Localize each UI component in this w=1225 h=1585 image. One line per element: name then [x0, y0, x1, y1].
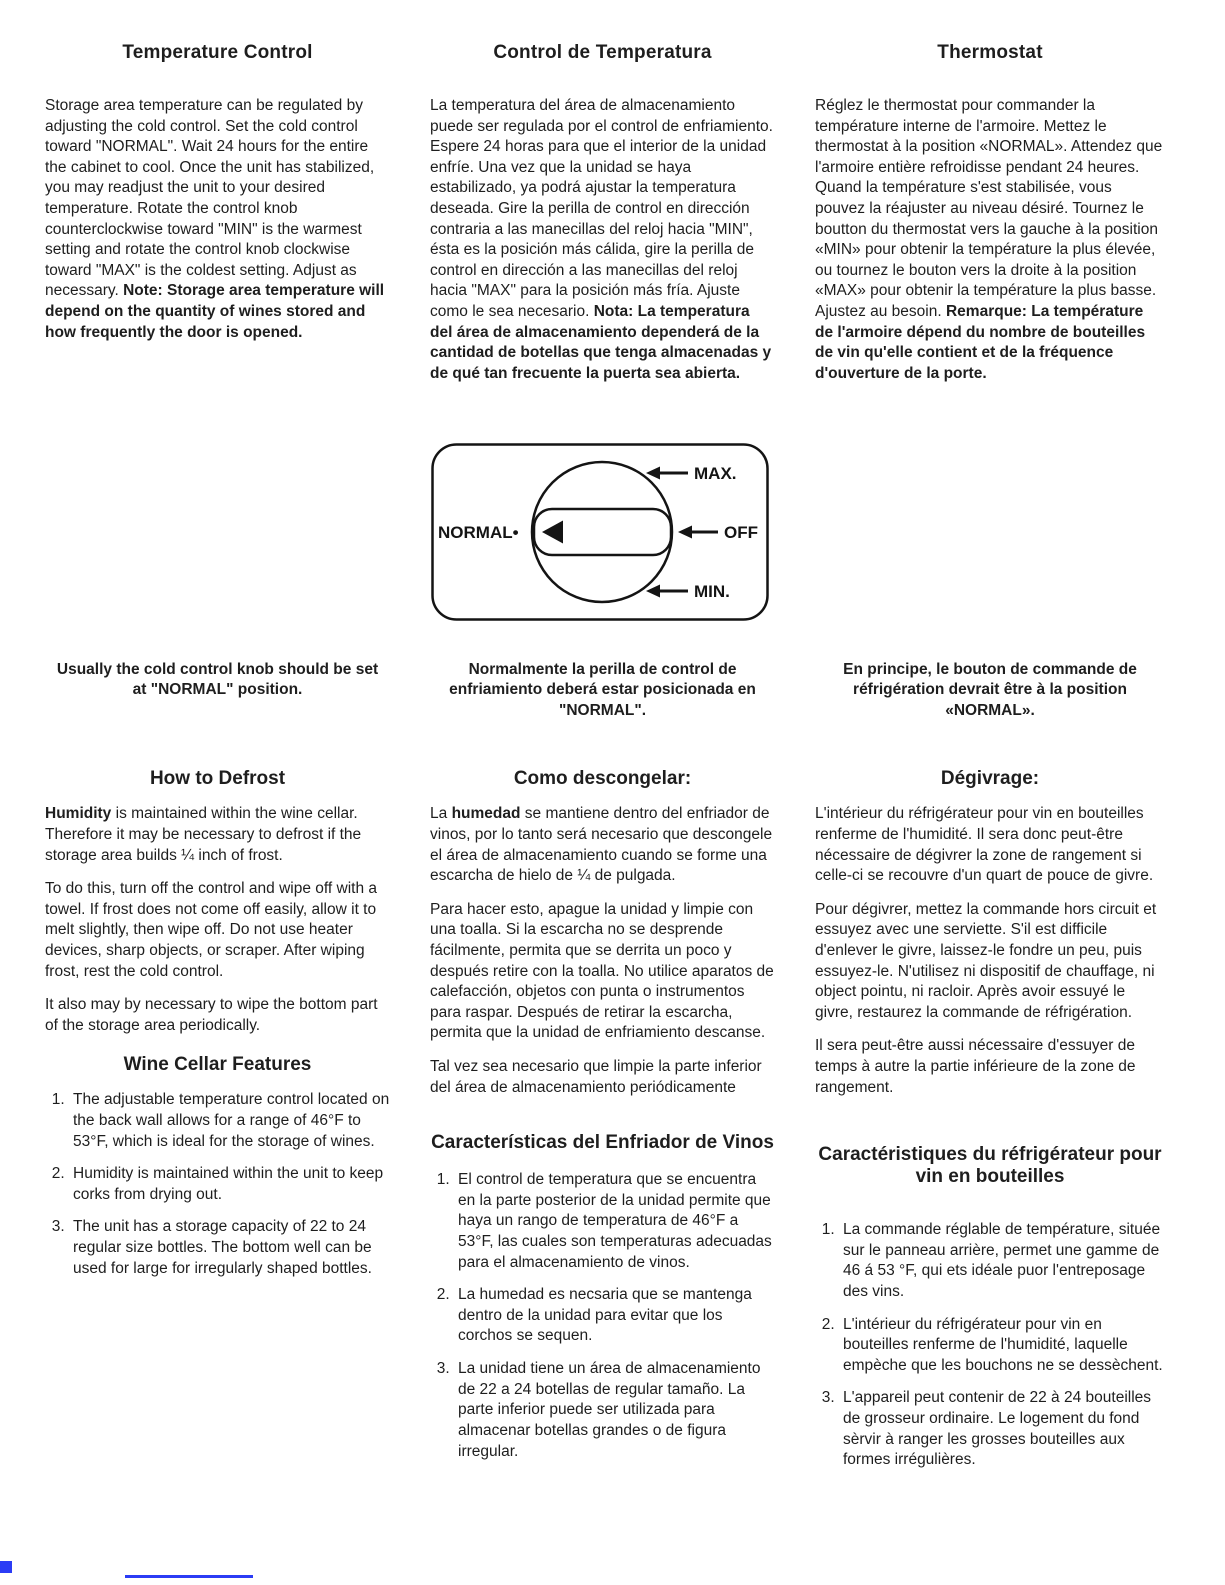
thermostat-knob-svg	[430, 442, 770, 622]
defrost-p3-fr: Il sera peut-être aussi nécessaire d'essuyer de temps à autre la partie inférieure de la zone de rangement.	[815, 1037, 1136, 1096]
scan-artifact-line	[125, 1575, 253, 1578]
heading-wine-cellar-features: Wine Cellar Features	[123, 1054, 312, 1076]
column-english-bottom	[45, 750, 390, 1483]
heading-how-to-defrost: How to Defrost	[149, 768, 286, 790]
feature-item: 2. La humedad es necsaria que se mantenga dentro de la unidad para evitar que los corchos se sequen.	[454, 1285, 775, 1347]
defrost-p1-bold-es: humedad	[451, 805, 521, 823]
feature-list-es	[430, 1170, 775, 1462]
defrost-p1-post-es: se mantiene dentro del enfriador de vinos, por lo tanto será necesario que descongele el área de almacenamiento cuando se forme una escarcha de hielo de ¼ de pulgada.	[430, 805, 773, 885]
label-min: MIN.	[694, 581, 730, 601]
column-french-bottom	[815, 750, 1165, 1483]
defrost-features-section	[0, 750, 1225, 1483]
column-spanish	[430, 42, 775, 398]
heading-caracteristiques-refrigerateur: Caractéristiques du réfrigérateur pour vin en bouteilles	[818, 1144, 1162, 1188]
defrost-p1-en	[45, 804, 390, 866]
defrost-p2-fr: Pour dégivrer, mettez la commande hors circuit et essuyez avec une serviette. S'il est difficile d'enlever le givre, laissez-le fondre un peu, puis essuyez-le. N'utilisez ni dispositif de chauffage, ni object pointu, ni racloir. Après avoir essuyé le givre, restaurez la commande de réfrigération.	[815, 900, 1157, 1021]
feature-item: 3. The unit has a storage capacity of 22 to 24 regular size bottles. The bottom well can be used for large for irregularly shaped bottles.	[69, 1217, 390, 1279]
intro-note-es: Nota: La temperatura del área de almacenamiento dependerá de la cantidad de botellas que tenga almacenadas y de qué tan frecuente la puerta sea abierta.	[430, 303, 772, 382]
label-max: MAX.	[694, 463, 737, 483]
heading-thermostat: Thermostat	[937, 42, 1043, 63]
intro-text-en: Storage area temperature can be regulated by adjusting the cold control. Set the cold control toward "NORMAL". Wait 24 hours for the entire the cabinet to cool. Once the unit has stabilized, you may readjust the unit to your desired temperature. Rotate the control knob counterclockwise toward "MIN" is the warmest setting and rotate the control knob clockwise toward "MAX" is the coldest setting. Adjust as necessary.	[45, 97, 375, 300]
intro-paragraph-fr	[815, 96, 1165, 385]
defrost-p1-es	[430, 804, 775, 886]
label-off: OFF	[724, 522, 758, 542]
heading-control-de-temperatura: Control de Temperatura	[493, 42, 712, 63]
intro-text-es: La temperatura del área de almacenamiento puede ser regulada por el control de enfriamiento. Espere 24 horas para que el interior de la unidad enfríe. Una vez que la unidad se haya estabilizado, ya podrá ajustar la temperatura deseada. Gire la perilla de control en dirección contraria a las manecillas del reloj hacia "MIN", ésta es la posición más cálida, gire la perilla de control en dirección a las manecillas del reloj hacia "MAX" para la posición más fría. Ajuste como le sea necesario.	[430, 97, 773, 321]
thermostat-knob-diagram	[430, 442, 770, 622]
defrost-p3-es: Tal vez sea necesario que limpie la parte inferior del área de almacenamiento periódicamente	[430, 1058, 762, 1096]
feature-item: 3. La unidad tiene un área de almacenamiento de 22 a 24 botellas de regular tamaño. La parte inferior puede ser utilizada para almacenar botellas grandes o de figura irregular.	[454, 1359, 775, 1462]
heading-caracteristicas-enfriador: Características del Enfriador de Vinos	[431, 1132, 774, 1154]
intro-paragraph-es	[430, 96, 775, 385]
defrost-p1-bold-en: Humidity	[45, 805, 112, 823]
feature-item: 2. Humidity is maintained within the unit to keep corks from drying out.	[69, 1164, 390, 1205]
feature-item: 3. L'appareil peut contenir de 22 à 24 bouteilles de grosseur ordinaire. Le logement du fond sèrvir à ranger les grosses bouteilles aux formes irrégulières.	[839, 1388, 1165, 1470]
defrost-p3-en: It also may by necessary to wipe the bottom part of the storage area periodically.	[45, 996, 378, 1034]
feature-list-fr	[815, 1220, 1165, 1471]
feature-list-en	[45, 1090, 390, 1279]
defrost-p1-post-fr: L'intérieur du réfrigérateur pour vin en bouteilles renferme de l'humidité. Il sera donc peut-être nécessaire de dégivrer la zone de rangement si celle-ci se recouvre d'un quart de pouce de givre.	[815, 805, 1154, 885]
defrost-p2-es: Para hacer esto, apague la unidad y limpie con una toalla. Si la escarcha no se desprende fácilmente, permita que se derrita un poco y después retire con la toalla. No utilice aparatos de calefacción, objetos con punta o instrumentos para raspar. Después de retirar la escarcha, permita que la unidad de enfriamiento descanse.	[430, 900, 774, 1042]
caption-english: Usually the cold control knob should be set at "NORMAL" position.	[56, 660, 379, 699]
defrost-p1-fr	[815, 804, 1165, 886]
intro-note-fr: Remarque: La température de l'armoire dépend du nombre de bouteilles de vin qu'elle contient et de la fréquence d'ouverture de la porte.	[815, 303, 1146, 382]
captions-section	[0, 660, 1225, 723]
scan-artifact-corner	[0, 1561, 12, 1573]
intro-text-fr: Réglez le thermostat pour commander la température interne de l'armoire. Mettez le thermostat à la position «NORMAL». Attendez que l'armoire entière refroidisse pendant 24 heures. Quand la température s'est stabilisée, vous pouvez la réajuster au niveau désiré. Tournez le boutton du thermostat vers la gauche à la position «MIN» pour obtenir la température la plus élevée, ou tournez le bouton vers la droite à la position «MAX» pour obtenir la température la plus basse. Ajustez au besoin.	[815, 97, 1163, 321]
defrost-p1-pre-es: La	[430, 805, 452, 823]
heading-degivrage: Dégivrage:	[940, 768, 1040, 790]
caption-french: En principe, le bouton de commande de réfrigération devrait être à la position «NORMAL».	[843, 660, 1137, 720]
feature-item: 1. The adjustable temperature control located on the back wall allows for a range of 46°F to 53°F, which is ideal for the storage of wines.	[69, 1090, 390, 1152]
defrost-p1-post-en: is maintained within the wine cellar. Therefore it may be necessary to defrost if the storage area builds ¼ inch of frost.	[45, 805, 362, 864]
heading-temperature-control: Temperature Control	[122, 42, 313, 63]
intro-note-en: Note: Storage area temperature will depend on the quantity of wines stored and how frequently the door is opened.	[45, 282, 385, 341]
intro-paragraph-en	[45, 96, 390, 343]
feature-item: 2. L'intérieur du réfrigérateur pour vin en bouteilles renferme de l'humidité, laquelle empèche que les bouchons ne se dessèchent.	[839, 1315, 1165, 1377]
heading-como-descongelar: Como descongelar:	[513, 768, 692, 790]
caption-spanish: Normalmente la perilla de control de enfriamiento deberá estar posicionada en "NORMAL".	[449, 660, 756, 720]
feature-item: 1. La commande réglable de température, située sur le panneau arrière, permet une gamme de 46 á 53 °F, qui ets idéale puor l'entreposage des vins.	[839, 1220, 1165, 1302]
intro-section	[0, 42, 1225, 398]
column-french	[815, 42, 1165, 398]
label-normal: NORMAL•	[438, 522, 519, 542]
defrost-p2-en: To do this, turn off the control and wipe off with a towel. If frost does not come off easily, allow it to melt slightly, then wipe off. Do not use heater devices, sharp objects, or scraper. After wiping frost, rest the cold control.	[45, 880, 378, 980]
feature-item: 1. El control de temperatura que se encuentra en la parte posterior de la unidad permite que haya un rango de temperatura de 46°F a 53°F, las cuales son temperaturas adecuadas para el almacenamiento de vinos.	[454, 1170, 775, 1273]
column-spanish-bottom	[430, 750, 775, 1483]
column-english	[45, 42, 390, 398]
